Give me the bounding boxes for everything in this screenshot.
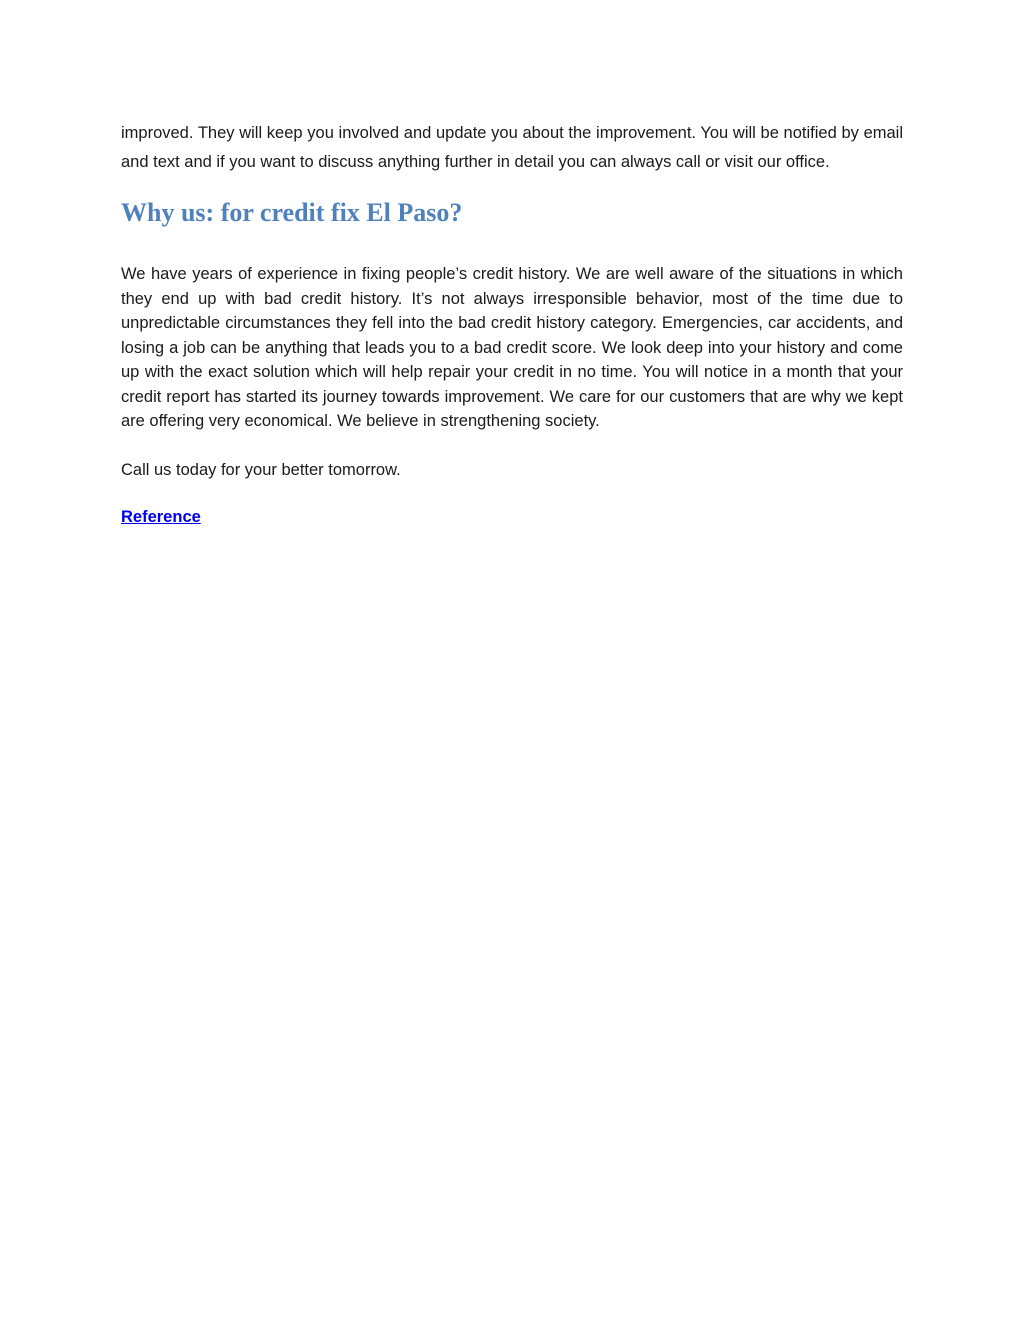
intro-paragraph: improved. They will keep you involved and update you about the improvement. You will be notified by email and text and if you want to discuss anything further in detail you can always call or visit our office.: [121, 124, 903, 171]
reference-line: [121, 505, 903, 530]
section-heading: Why us: for credit fix El Paso?: [121, 198, 463, 227]
body-paragraph: We have years of experience in fixing people’s credit history. We are well aware of the situations in which they end up with bad credit history. It’s not always irresponsible behavior, most of the time due to unpredictable circumstances they fell into the bad credit history category. Emergencies, car accidents, and losing a job can be anything that leads you to a bad credit score. We look deep into your history and come up with the exact solution which will help repair your credit in no time. You will notice in a month that your credit report has started its journey towards improvement. We care for our customers that are why we kept are offering very economical. We believe in strengthening society.: [121, 265, 903, 430]
call-to-action-paragraph: Call us today for your better tomorrow.: [121, 460, 401, 479]
document-content: [121, 119, 903, 530]
reference-link[interactable]: Reference: [121, 508, 201, 526]
